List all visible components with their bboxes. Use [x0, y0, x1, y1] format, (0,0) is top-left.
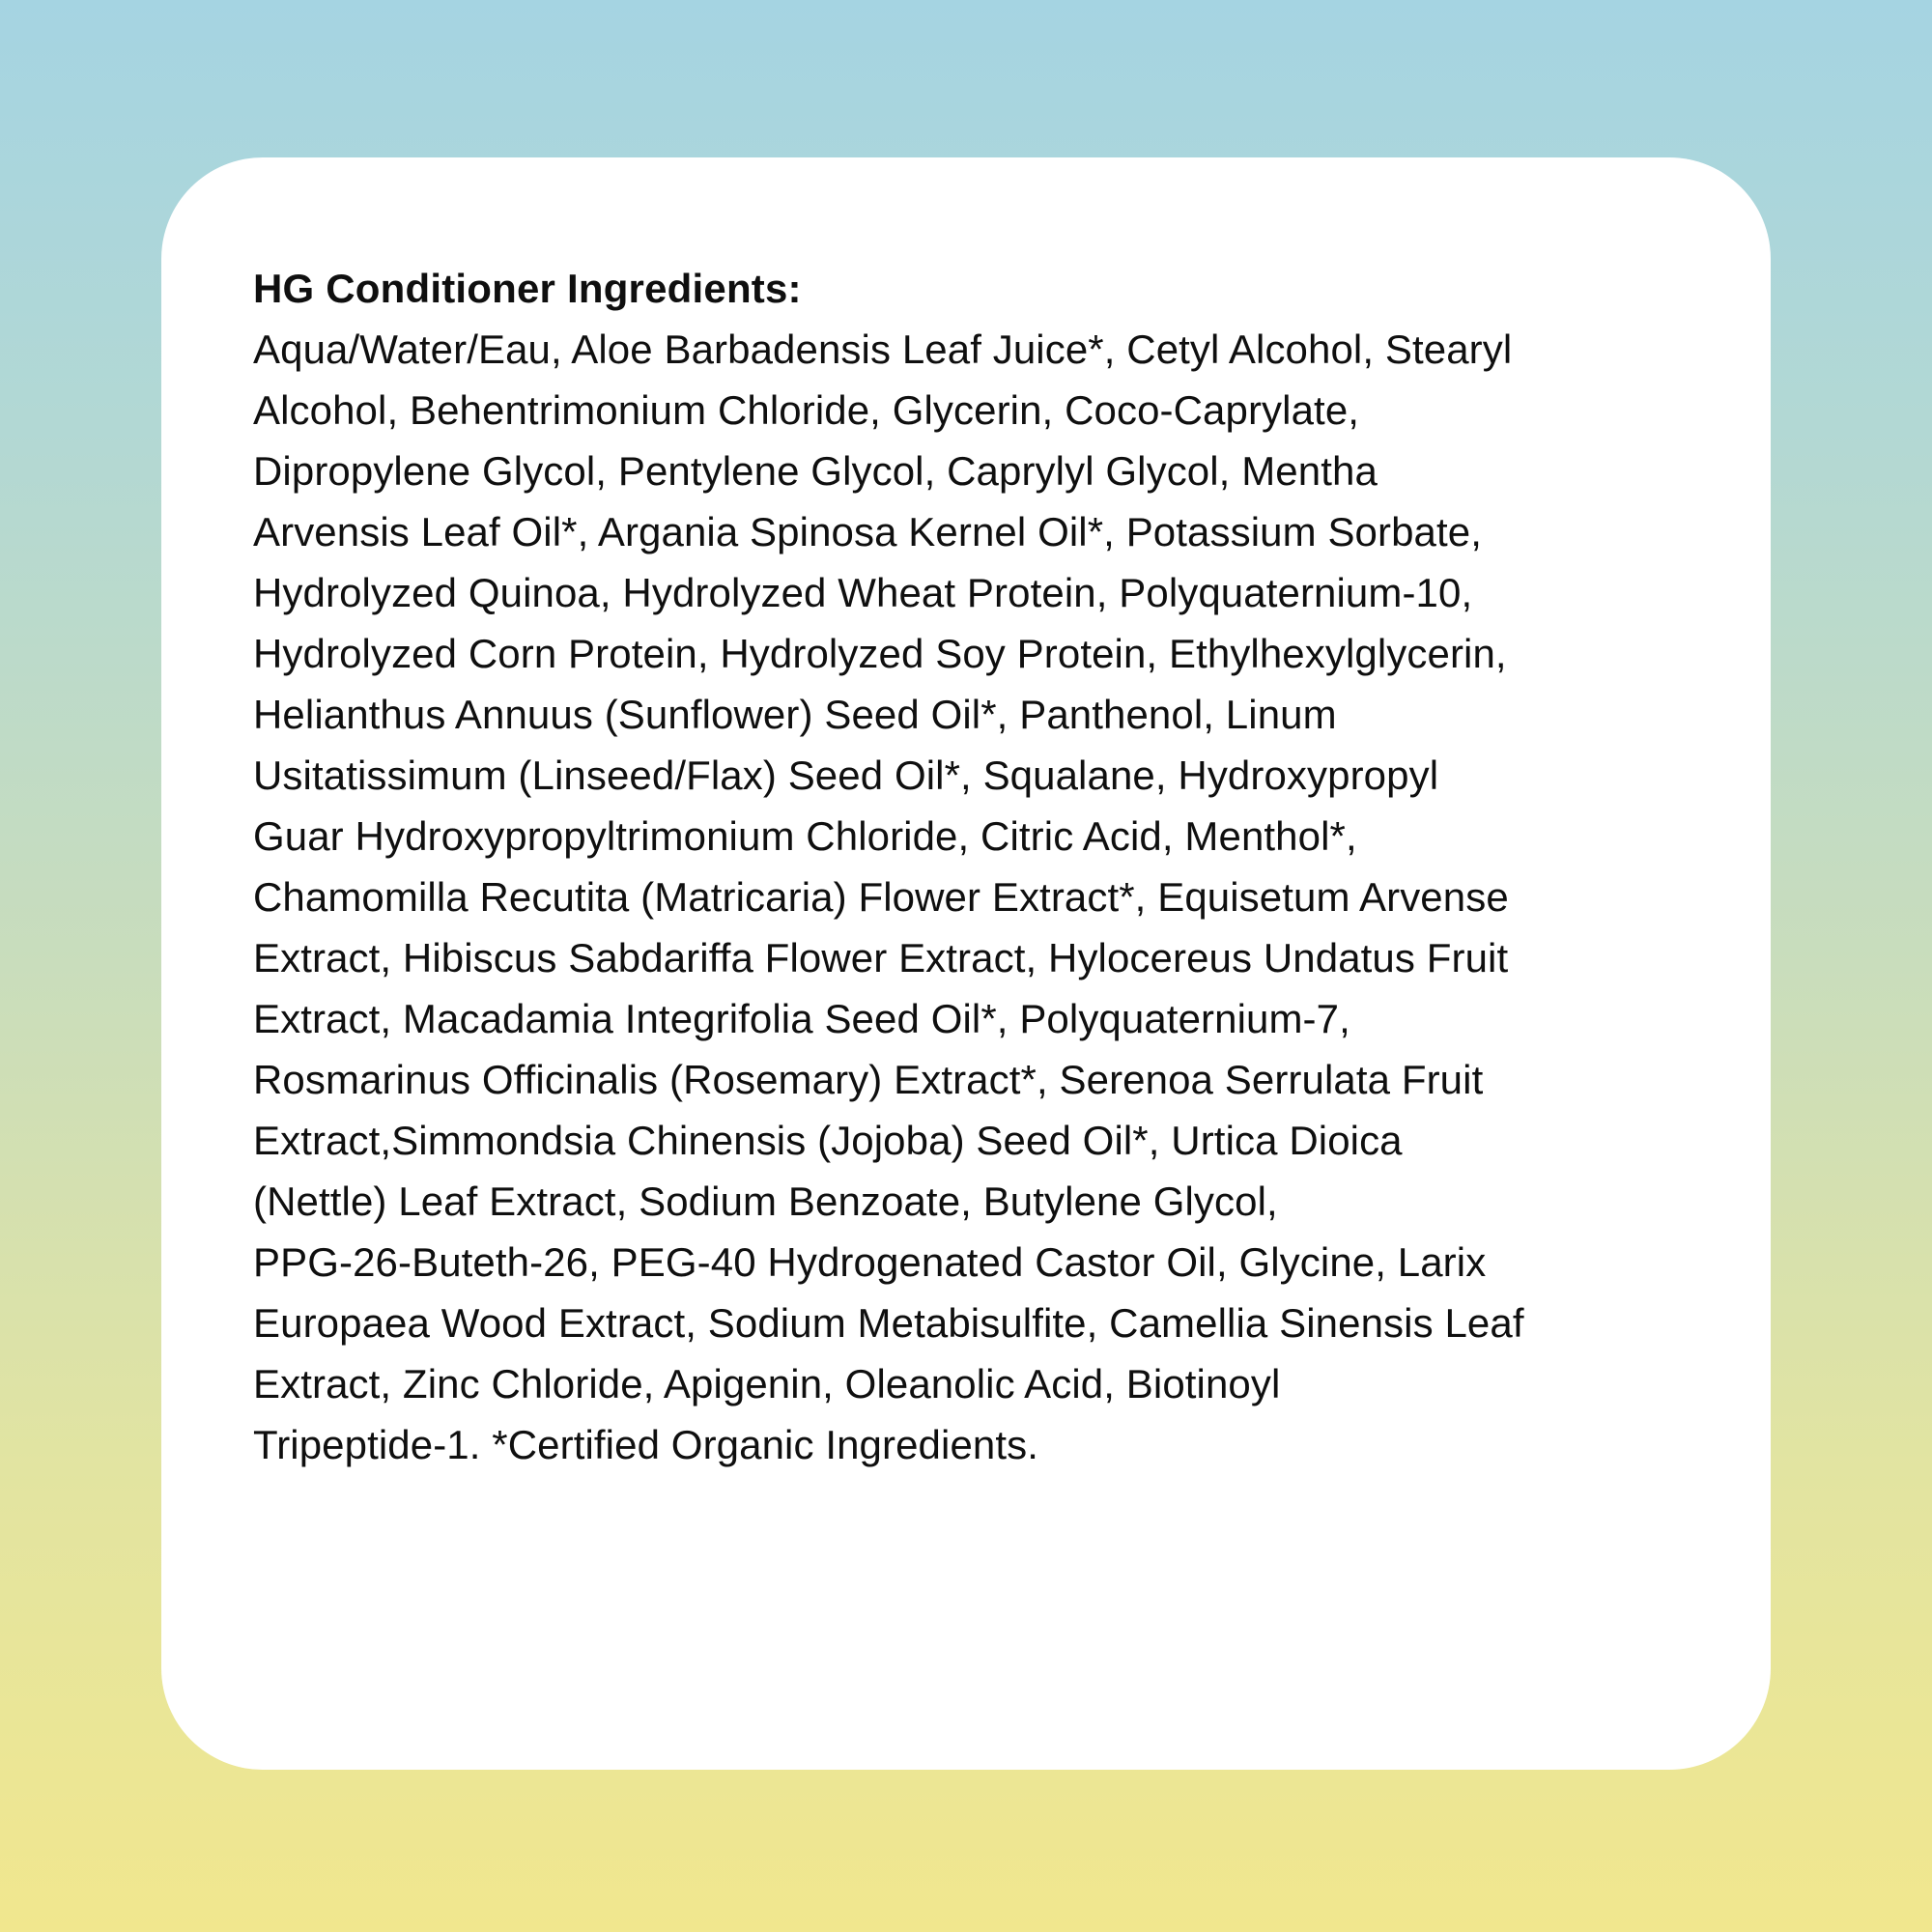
ingredients-line: Hydrolyzed Corn Protein, Hydrolyzed Soy Protein, Ethylhexylglycerin, [253, 631, 1507, 676]
ingredients-card [161, 157, 1771, 1770]
ingredients-line: (Nettle) Leaf Extract, Sodium Benzoate, Butylene Glycol, [253, 1179, 1278, 1224]
ingredients-line: Extract, Macadamia Integrifolia Seed Oil*, Polyquaternium-7, [253, 996, 1350, 1041]
ingredients-line: Tripeptide-1. *Certified Organic Ingredients. [253, 1422, 1038, 1467]
ingredients-line: Arvensis Leaf Oil*, Argania Spinosa Kernel Oil*, Potassium Sorbate, [253, 509, 1483, 554]
ingredients-line: PPG-26-Buteth-26, PEG-40 Hydrogenated Castor Oil, Glycine, Larix [253, 1239, 1487, 1285]
ingredients-line: Aqua/Water/Eau, Aloe Barbadensis Leaf Juice*, Cetyl Alcohol, Stearyl [253, 327, 1513, 372]
ingredients-line: Dipropylene Glycol, Pentylene Glycol, Caprylyl Glycol, Mentha [253, 448, 1378, 494]
ingredients-line: Extract, Hibiscus Sabdariffa Flower Extract, Hylocereus Undatus Fruit [253, 935, 1509, 980]
ingredients-line: Extract, Zinc Chloride, Apigenin, Oleanolic Acid, Biotinoyl [253, 1361, 1281, 1406]
ingredients-line: Hydrolyzed Quinoa, Hydrolyzed Wheat Protein, Polyquaternium-10, [253, 570, 1473, 615]
ingredients-line: Europaea Wood Extract, Sodium Metabisulfite, Camellia Sinensis Leaf [253, 1300, 1524, 1346]
ingredients-line: Guar Hydroxypropyltrimonium Chloride, Citric Acid, Menthol*, [253, 813, 1357, 859]
ingredients-line: Rosmarinus Officinalis (Rosemary) Extract*, Serenoa Serrulata Fruit [253, 1057, 1484, 1102]
ingredients-line: Extract,Simmondsia Chinensis (Jojoba) Seed Oil*, Urtica Dioica [253, 1118, 1403, 1163]
ingredients-line: Usitatissimum (Linseed/Flax) Seed Oil*, Squalane, Hydroxypropyl [253, 753, 1439, 798]
ingredients-line: Helianthus Annuus (Sunflower) Seed Oil*, Panthenol, Linum [253, 692, 1337, 737]
ingredients-title: HG Conditioner Ingredients: [253, 266, 802, 311]
ingredients-line: Chamomilla Recutita (Matricaria) Flower Extract*, Equisetum Arvense [253, 874, 1509, 920]
ingredients-line: Alcohol, Behentrimonium Chloride, Glycerin, Coco-Caprylate, [253, 387, 1360, 433]
